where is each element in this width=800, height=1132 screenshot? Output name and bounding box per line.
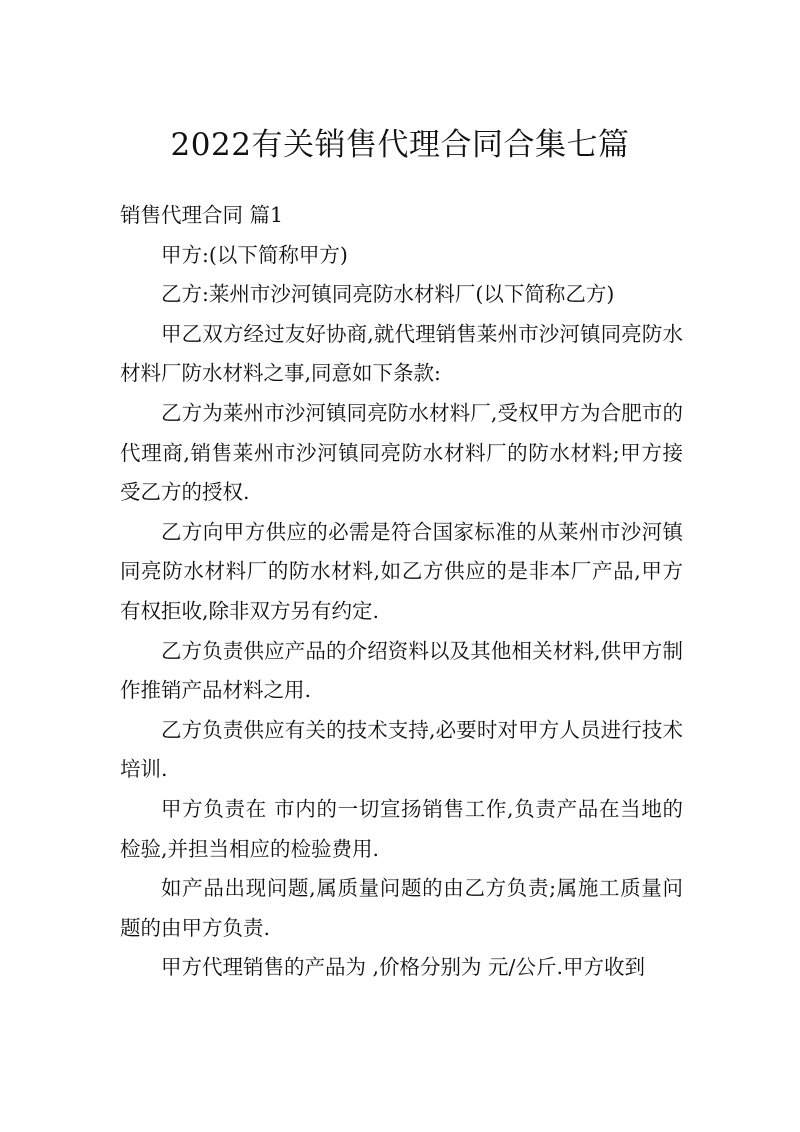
document-title: 2022有关销售代理合同合集七篇 xyxy=(170,127,630,163)
promotion-clause: 甲方负责在 市内的一切宣扬销售工作,负责产品在当地的检验,并担当相应的检验费用. xyxy=(120,796,683,861)
quality-responsibility-clause: 如产品出现问题,属质量问题的由乙方负责;属施工质量问题的由甲方负责. xyxy=(120,876,683,940)
document-body xyxy=(120,196,683,988)
party-a-line: 甲方:(以下简称甲方) xyxy=(161,242,348,267)
materials-clause: 乙方负责供应产品的介绍资料以及其他相关材料,供甲方制作推销产品材料之用. xyxy=(120,638,683,703)
agreement-intro-paragraph: 甲乙双方经过友好协商,就代理销售莱州市沙河镇同亮防水材料厂防水材料之事,同意如下条款: xyxy=(120,321,683,386)
supply-standard-clause: 乙方向甲方供应的必需是符合国家标准的从莱州市沙河镇同亮防水材料厂的防水材料,如乙方供应的是非本厂产品,甲方有权拒收,除非双方另有约定. xyxy=(120,519,683,623)
authorization-clause: 乙方为莱州市沙河镇同亮防水材料厂,受权甲方为合肥市的代理商,销售莱州市沙河镇同亮防水材料厂的防水材料;甲方接受乙方的授权. xyxy=(120,400,683,505)
section-heading: 销售代理合同 篇1 xyxy=(120,203,284,227)
pricing-clause: 甲方代理销售的产品为 ,价格分别为 元/公斤.甲方收到 xyxy=(161,955,645,980)
technical-support-clause: 乙方负责供应有关的技术支持,必要时对甲方人员进行技术培训. xyxy=(120,717,683,782)
party-b-line: 乙方:莱州市沙河镇同亮防水材料厂(以下简称乙方) xyxy=(161,282,615,307)
